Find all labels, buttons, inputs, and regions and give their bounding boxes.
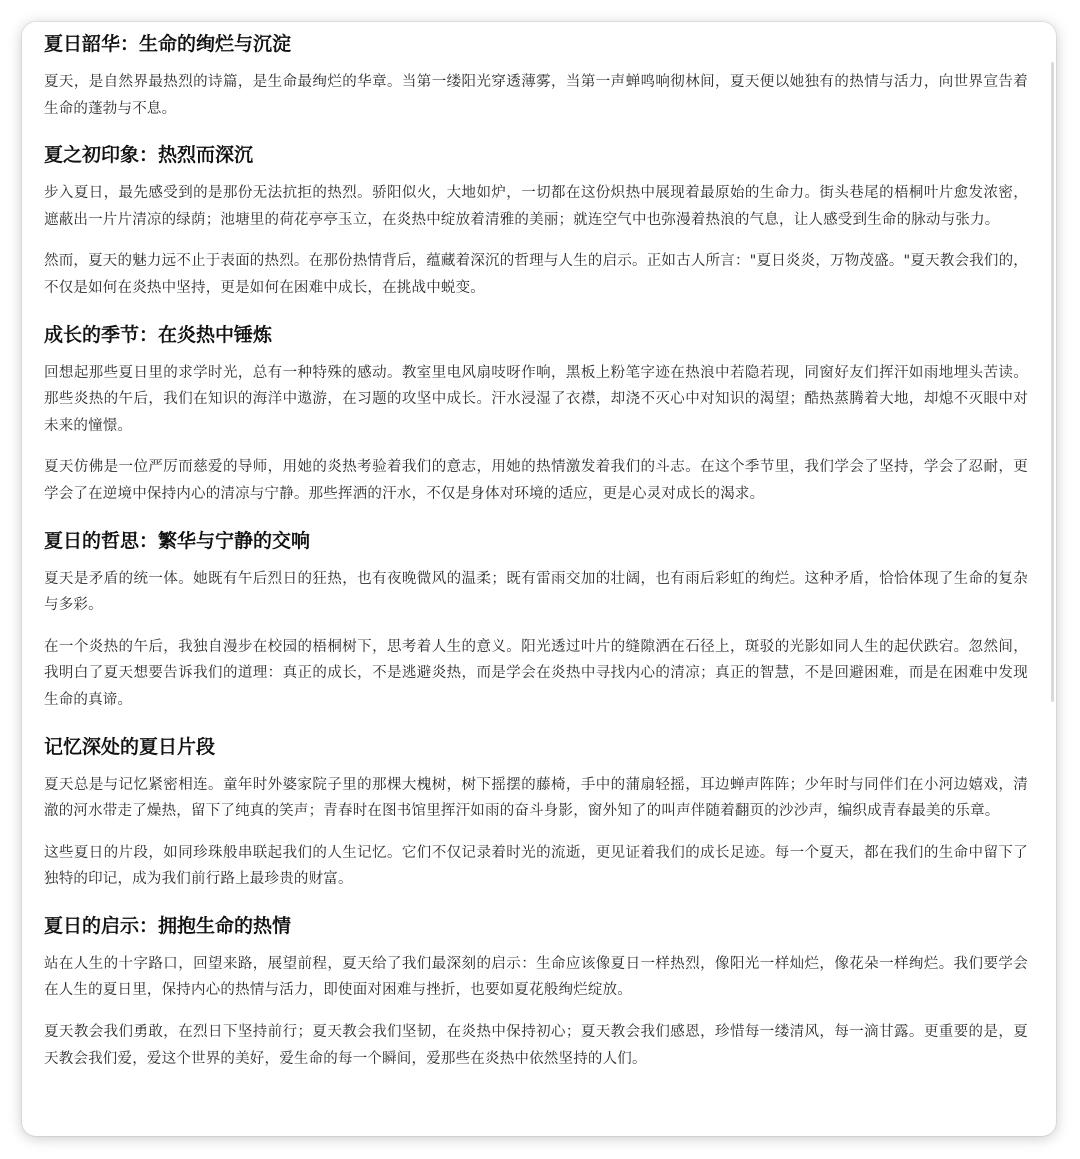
section-heading: 记忆深处的夏日片段 [44, 735, 216, 758]
paragraph: 回想起那些夏日里的求学时光，总有一种特殊的感动。教室里电风扇吱呀作响，黑板上粉笔字迹在热浪中若隐若现，同窗好友们挥汗如雨地埋头苦读。那些炎热的午后，我们在知识的海洋中遨游，在习题的攻坚中成长。汗水浸湿了衣襟，却浇不灭心中对知识的渴望；酷热蒸腾着大地，却熄不灭眼中对未来的憧憬。 [44, 364, 1028, 434]
section-heading: 夏日的哲思：繁华与宁静的交响 [44, 529, 311, 552]
paragraph: 步入夏日，最先感受到的是那份无法抗拒的热烈。骄阳似火，大地如炉，一切都在这份炽热中展现着最原始的生命力。街头巷尾的梧桐叶片愈发浓密，遮蔽出一片片清凉的绿荫；池塘里的荷花亭亭玉立，在炎热中绽放着清雅的美丽；就连空气中也弥漫着热浪的气息，让人感受到生命的脉动与张力。 [44, 185, 1028, 228]
paragraph: 夏天总是与记忆紧密相连。童年时外婆家院子里的那棵大槐树，树下摇摆的藤椅，手中的蒲扇轻摇，耳边蝉声阵阵；少年时与同伴们在小河边嬉戏，清澈的河水带走了燥热，留下了纯真的笑声；青春时在图书馆里挥汗如雨的奋斗身影，窗外知了的叫声伴随着翻页的沙沙声，编织成青春最美的乐章。 [44, 776, 1028, 820]
paragraph: 在一个炎热的午后，我独自漫步在校园的梧桐树下，思考着人生的意义。阳光透过叶片的缝隙洒在石径上，斑驳的光影如同人生的起伏跌宕。忽然间，我明白了夏天想要告诉我们的道理：真正的成长，不是逃避炎热，而是学会在炎热中寻找内心的清凉；真正的智慧，不是回避困难，而是在困难中发现生命的真谛。 [44, 638, 1028, 708]
section-heading: 成长的季节：在炎热中锤炼 [44, 323, 273, 346]
article-card [22, 22, 1056, 1136]
section-heading: 夏之初印象：热烈而深沉 [44, 144, 254, 167]
section-heading: 夏日韶华：生命的绚烂与沉淀 [44, 33, 292, 55]
scrollbar[interactable] [1051, 62, 1054, 702]
paragraph: 夏天是矛盾的统一体。她既有午后烈日的狂热，也有夜晚微风的温柔；既有雷雨交加的壮阔，也有雨后彩虹的绚烂。这种矛盾，恰恰体现了生命的复杂与多彩。 [44, 570, 1028, 614]
paragraph: 夏天教会我们勇敢，在烈日下坚持前行；夏天教会我们坚韧，在炎热中保持初心；夏天教会我们感恩，珍惜每一缕清风，每一滴甘露。更重要的是，夏天教会我们爱，爱这个世界的美好，爱生命的每一个瞬间，爱那些在炎热中依然坚持的人们。 [44, 1024, 1028, 1067]
article-content [44, 30, 1028, 1072]
section-heading: 夏日的启示：拥抱生命的热情 [44, 914, 292, 937]
paragraph: 夏天仿佛是一位严厉而慈爱的导师，用她的炎热考验着我们的意志，用她的热情激发着我们的斗志。在这个季节里，我们学会了坚持，学会了忍耐，更学会了在逆境中保持内心的清凉与宁静。那些挥洒的汗水，不仅是身体对环境的适应，更是心灵对成长的渴求。 [44, 459, 1028, 502]
paragraph: 然而，夏天的魅力远不止于表面的热烈。在那份热情背后，蕴藏着深沉的哲理与人生的启示。正如古人所言："夏日炎炎，万物茂盛。"夏天教会我们的，不仅是如何在炎热中坚持，更是如何在困难中成长，在挑战中蜕变。 [44, 253, 1028, 296]
paragraph: 夏天，是自然界最热烈的诗篇，是生命最绚烂的华章。当第一缕阳光穿透薄雾，当第一声蝉鸣响彻林间，夏天便以她独有的热情与活力，向世界宣告着生命的蓬勃与不息。 [44, 74, 1028, 117]
paragraph: 站在人生的十字路口，回望来路，展望前程，夏天给了我们最深刻的启示：生命应该像夏日一样热烈，像阳光一样灿烂，像花朵一样绚烂。我们要学会在人生的夏日里，保持内心的热情与活力，即使面对困难与挫折，也要如夏花般绚烂绽放。 [44, 955, 1028, 999]
paragraph: 这些夏日的片段，如同珍珠般串联起我们的人生记忆。它们不仅记录着时光的流逝，更见证着我们的成长足迹。每一个夏天，都在我们的生命中留下了独特的印记，成为我们前行路上最珍贵的财富。 [44, 844, 1028, 888]
